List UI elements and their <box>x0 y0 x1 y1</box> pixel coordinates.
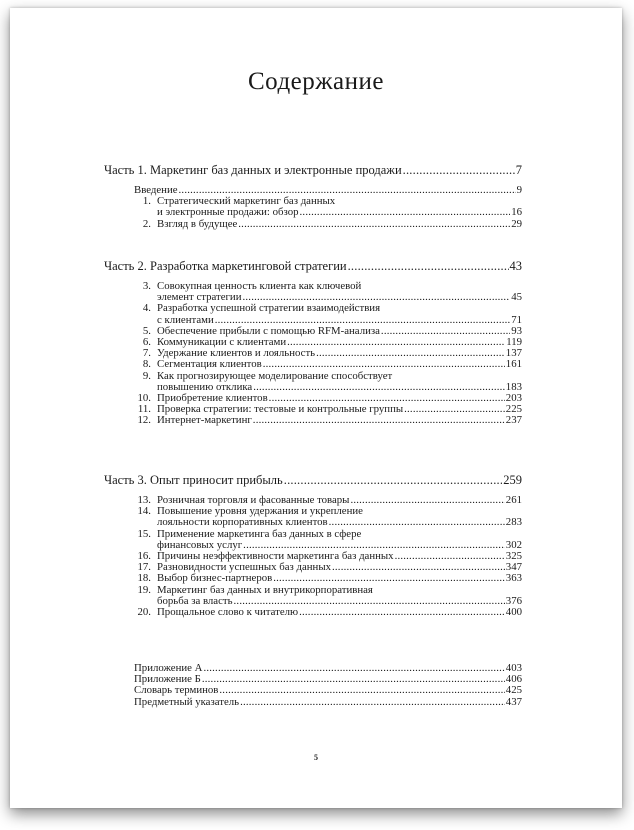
entry-title: Проверка стратегии: тестовые и контрольные группы <box>157 403 404 416</box>
leader-dots <box>263 359 505 370</box>
entry-title: Сегментация клиентов <box>157 358 262 371</box>
entry-number: 12. <box>137 414 151 427</box>
entry-title: финансовых услуг <box>157 538 243 551</box>
entry-number: 5. <box>142 324 151 337</box>
entry-title: Стратегический маркетинг баз данных <box>157 195 336 208</box>
entry-number: 15. <box>137 527 151 540</box>
toc-part-3 <box>104 473 522 618</box>
leader-dots <box>299 607 505 618</box>
leader-dots <box>202 674 505 685</box>
entry-page: 325 <box>505 550 522 563</box>
entry-page: 137 <box>505 347 522 360</box>
part-heading <box>104 259 522 273</box>
toc-entry <box>134 573 522 584</box>
leader-dots <box>238 219 510 230</box>
entry-title: Причины неэффективности маркетинга баз данных <box>157 550 394 563</box>
leader-dots <box>329 517 505 528</box>
part-heading <box>104 473 522 487</box>
entry-page: 283 <box>505 516 522 529</box>
entry-number: 16. <box>137 550 151 563</box>
toc-entry <box>134 607 522 618</box>
leader-dots <box>316 348 505 359</box>
entry-number: 19. <box>137 583 151 596</box>
entry-page: 363 <box>505 572 522 585</box>
entry-page: 406 <box>505 673 522 686</box>
entry-title: Введение <box>134 184 178 196</box>
entry-title: Выбор бизнес-партнеров <box>157 572 273 585</box>
entry-page: 71 <box>511 313 522 326</box>
toc-part-2 <box>104 259 522 427</box>
toc-entry-continuation <box>134 207 522 218</box>
toc-entry <box>134 303 522 314</box>
entry-page: 403 <box>505 662 522 674</box>
leader-dots <box>219 685 504 696</box>
part-title: Часть 3. Опыт приносит прибыль <box>104 473 283 487</box>
entry-number: 1. <box>142 195 151 208</box>
entry-title: Приобретение клиентов <box>157 392 268 405</box>
entry-number: 4. <box>142 302 151 315</box>
leader-dots <box>253 382 505 393</box>
toc-entry <box>134 415 522 426</box>
entry-title: повышению отклика <box>157 380 253 393</box>
entry-number: 9. <box>142 369 151 382</box>
toc-entry <box>134 685 522 696</box>
leader-dots <box>253 415 505 426</box>
entry-page: 261 <box>505 494 522 506</box>
part-title: Часть 2. Разработка маркетинговой стратегии <box>104 259 347 273</box>
entry-title: Маркетинг баз данных и внутрикорпоративная <box>157 583 373 596</box>
entry-number: 3. <box>142 280 151 292</box>
entry-page: 425 <box>505 684 522 697</box>
entry-title: Как прогнозирующее моделирование способствует <box>157 369 393 382</box>
toc-part-1 <box>104 163 522 230</box>
entry-title: Удержание клиентов и лояльность <box>157 347 316 360</box>
entry-page: 400 <box>505 606 522 619</box>
entry-title: с клиентами <box>157 313 214 326</box>
entry-title: борьба за власть <box>157 594 233 607</box>
entry-title: Коммуникации с клиентами <box>157 336 287 349</box>
entry-title: Совокупная ценность клиента как ключевой <box>157 280 362 292</box>
entry-title: лояльности корпоративных клиентов <box>157 516 328 529</box>
leader-dots <box>395 551 505 562</box>
leader-dots <box>240 697 505 708</box>
entry-title: Применение маркетинга баз данных в сфере <box>157 527 362 540</box>
entry-number: 2. <box>142 217 151 230</box>
leader-dots <box>203 663 504 674</box>
leader-dots <box>348 259 509 273</box>
entry-page: 437 <box>505 695 522 708</box>
leader-dots <box>332 562 505 573</box>
leader-dots <box>287 337 505 348</box>
part-page: 259 <box>503 473 522 487</box>
entry-page: 45 <box>511 291 522 304</box>
entry-page: 347 <box>505 561 522 574</box>
entry-number: 13. <box>137 494 151 506</box>
entry-page: 237 <box>505 414 522 427</box>
toc-entry <box>134 219 522 230</box>
entry-page: 16 <box>511 206 522 219</box>
part-heading <box>104 163 522 177</box>
leader-dots <box>300 207 511 218</box>
entry-page: 9 <box>516 184 522 196</box>
entry-title: элемент стратегии <box>157 291 242 304</box>
document-page <box>10 8 622 808</box>
leader-dots <box>404 404 505 415</box>
entry-number: 14. <box>137 505 151 518</box>
entry-title: Предметный указатель <box>134 695 240 708</box>
toc-appendix <box>104 663 522 708</box>
entry-title: Приложение А <box>134 662 203 674</box>
toc-entry <box>134 359 522 370</box>
entry-page: 183 <box>505 380 522 393</box>
entry-page: 119 <box>506 336 522 349</box>
part-page: 7 <box>515 163 522 177</box>
entry-number: 8. <box>142 358 151 371</box>
entry-title: Разработка успешной стратегии взаимодействия <box>157 302 381 315</box>
entry-title: и электронные продажи: обзор <box>157 206 299 219</box>
entry-number: 6. <box>142 336 151 349</box>
entry-number: 7. <box>142 347 151 360</box>
leader-dots <box>350 495 504 506</box>
entry-page: 29 <box>511 217 522 230</box>
part-title: Часть 1. Маркетинг баз данных и электронные продажи <box>104 163 402 177</box>
entry-number: 17. <box>137 561 151 574</box>
entry-title: Повышение уровня удержания и укрепление <box>157 505 363 518</box>
toc-entry-continuation <box>134 517 522 528</box>
entry-title: Словарь терминов <box>134 684 219 697</box>
entry-page: 225 <box>505 403 522 416</box>
entry-title: Взгляд в будущее <box>157 217 238 230</box>
entry-number: 11. <box>137 403 151 416</box>
entry-title: Интернет-маркетинг <box>157 414 252 427</box>
toc-entry <box>134 697 522 708</box>
part-page: 43 <box>509 259 522 273</box>
entry-number: 18. <box>137 572 151 585</box>
entry-page: 203 <box>505 392 522 405</box>
page-number: 5 <box>314 753 318 762</box>
entry-page: 376 <box>505 594 522 607</box>
entry-page: 161 <box>505 358 522 371</box>
entry-page: 302 <box>505 538 522 551</box>
entry-title: Приложение Б <box>134 673 201 686</box>
leader-dots <box>381 326 510 337</box>
page-title: Содержание <box>248 68 384 95</box>
leader-dots <box>273 573 505 584</box>
entry-title: Розничная торговля и фасованные товары <box>157 494 350 506</box>
entry-page: 93 <box>511 324 522 337</box>
leader-dots <box>284 473 503 487</box>
entry-number: 10. <box>137 392 151 405</box>
entry-number: 20. <box>137 606 151 619</box>
entry-title: Разновидности успешных баз данных <box>157 561 331 574</box>
leader-dots <box>403 163 515 177</box>
entry-title: Обеспечение прибыли с помощью RFM-анализа <box>157 324 380 337</box>
entry-title: Прощальное слово к читателю <box>157 606 299 619</box>
